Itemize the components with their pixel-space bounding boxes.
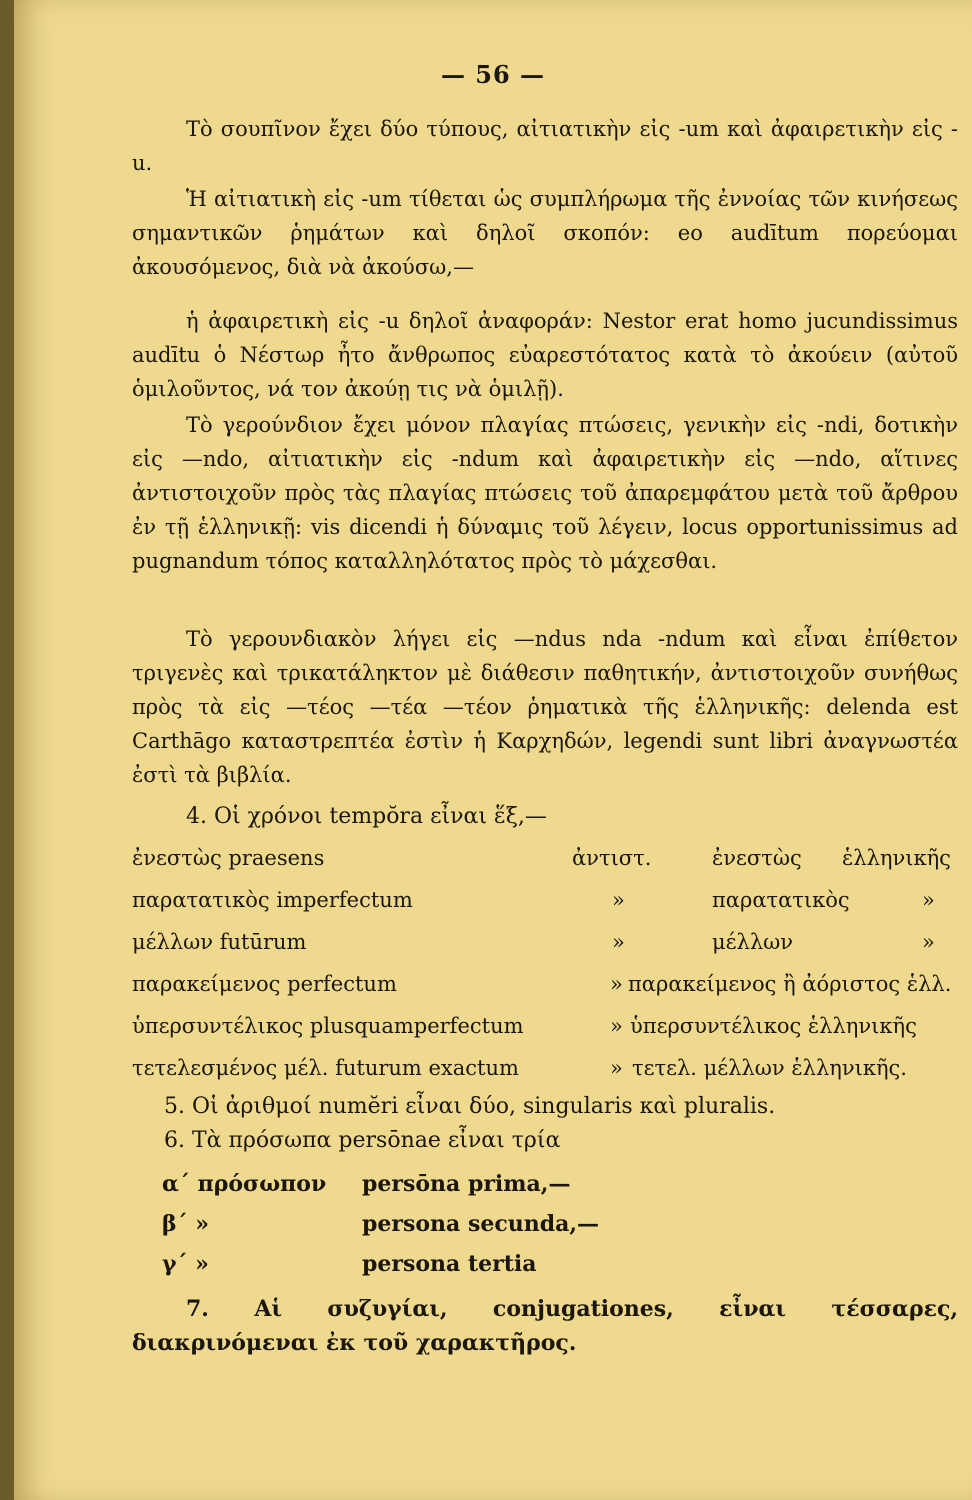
page-number: — 56 — bbox=[440, 60, 546, 89]
gerundive-paragraph: Τὸ γερουνδιακὸν λήγει εἰς —ndus nda -ndum καὶ εἶναι ἐπίθετον τριγενὲς καὶ τρικατάληκτον μὲ διάθεσιν παθητικήν, ἀντιστοιχοῦν συνήθως πρὸς τὰ εἰς —τέος —τέα —τέον ῥηματικὰ τῆς ἑλληνικῆς: delenda est Carthāgo καταστρεπτέα ἐστὶν ἡ Καρχηδών, legendi sunt libri ἀναγνωστέα ἐστὶ τὰ βιβλία. bbox=[132, 627, 958, 787]
book-page: — 56 — Τὸ σουπῖνον ἔχει δύο τύπους, αἰτιατικὴν εἰς -um καὶ ἀφαιρετικὴν εἰς -u. Ἡ αἰτιατικὴ εἰς -um τίθεται ὡς συμπλήρωμα τῆς ἐννοίας τῶν κινήσεως σημαντικῶν ῥημάτων καὶ δηλοῖ σκοπόν: eo audītum πορεύομαι ἀκουσόμενος, διὰ νὰ ἀκούσω,— ἡ ἀφαιρετικὴ εἰς -u δηλοῖ ἀναφοράν: Nestor erat homo jucundissimus audītu ὁ Νέστωρ ἦτο ἄνθρωπος εὐαρεστότατος κατὰ τὸ ἀκούειν (αὐτοῦ ὁμιλοῦντος, νά τον ἀκούῃ τις νὰ ὁμιλῇ). Τὸ γερούνδιον ἔχει μόνον πλαγίας πτώσεις, γενικὴν εἰς -ndi, δοτικὴν εἰς —ndo, αἰτιατικὴν εἰς -ndum καὶ ἀφαιρετικὴν εἰς —ndo, αἵτινες ἀντιστοιχοῦν πρὸς τὰς πλαγίας πτώσεις τοῦ ἀπαρεμφάτου μετὰ τοῦ ἄρθρου ἐν τῇ ἑλληνικῇ: vis dicendi ἡ δύναμις τοῦ λέγειν, locus opportunissimus ad pugnandum τόπος καταλληλότατος πρὸς τὸ μάχεσθαι. Τὸ γερουνδιακὸν λήγει εἰς —ndus nda -ndum καὶ εἶναι ἐπίθετον τριγενὲς καὶ τρικατάληκτον μὲ διάθεσιν παθητικήν, ἀντιστοιχοῦν συνήθως πρὸς τὰ εἰς —τέος —τέα —τέον ῥηματικὰ τῆς ἑλληνικῆς: delenda est Carthāgo καταστρεπτέα ἐστὶν ἡ Καρχηδών, legendi sunt libri ἀναγνωστέα ἐστὶ τὰ βιβλία. 4. Οἱ χρόνοι tempŏra εἶναι ἕξ,— ἐνεστὼς praesens ἀντιστ. ἐνεστὼς ἑλληνικῆς παρατατικὸς imperfectum » παρατατικὸς » μέλλων futūrum » μέλλων » παρακείμενος perfectum » παρακείμενος ἢ ἀόριστος ἑλλ. ὑπερσυντέλικος plusquamperfectum » ὑπερσυντέλικος ἑλληνικῆς τετελεσμένος μέλ. futurum exactum » τετελ. μέλλων ἑλληνικῆς. 5. Οἱ ἀριθμοί numĕri εἶναι δύο, singularis καὶ pluralis. 6. Τὰ πρόσωπα persōnae εἶναι τρία α΄ πρόσωπον persōna prima,— β΄ » persona secunda,— γ΄ » persona tertia 7. Αἱ συζυγίαι, conjugationes, εἶναι τέσσαρες, διακρινόμεναι ἐκ τοῦ χαρακτῆρος. bbox=[14, 0, 972, 1500]
tenses-heading: 4. Οἱ χρόνοι tempŏra εἶναι ἕξ,— bbox=[186, 804, 547, 829]
accusative-paragraph: Ἡ αἰτιατικὴ εἰς -um τίθεται ὡς συμπλήρωμα τῆς ἐννοίας τῶν κινήσεως σημαντικῶν ῥημάτων καὶ δηλοῖ σκοπόν: eo audītum πορεύομαι ἀκουσόμενος, διὰ νὰ ἀκούσω,— bbox=[132, 187, 958, 279]
supine-paragraph: Τὸ σουπῖνον ἔχει δύο τύπους, αἰτιατικὴν εἰς -um καὶ ἀφαιρετικὴν εἰς -u. bbox=[132, 117, 958, 175]
tense-row: παρατατικὸς imperfectum » παρατατικὸς » bbox=[132, 888, 935, 912]
tense-row: παρακείμενος perfectum » παρακείμενος ἢ ἀόριστος ἑλλ. bbox=[132, 972, 952, 996]
tense-row: μέλλων futūrum » μέλλων » bbox=[132, 930, 935, 954]
gerund-paragraph: Τὸ γερούνδιον ἔχει μόνον πλαγίας πτώσεις, γενικὴν εἰς -ndi, δοτικὴν εἰς —ndo, αἰτιατικὴν εἰς -ndum καὶ ἀφαιρετικὴν εἰς —ndo, αἵτινες ἀντιστοιχοῦν πρὸς τὰς πλαγίας πτώσεις τοῦ ἀπαρεμφάτου μετὰ τοῦ ἄρθρου ἐν τῇ ἑλληνικῇ: vis dicendi ἡ δύναμις τοῦ λέγειν, locus opportunissimus ad pugnandum τόπος καταλληλότατος πρὸς τὸ μάχεσθαι. bbox=[132, 413, 958, 573]
tense-row: ἐνεστὼς praesens ἀντιστ. ἐνεστὼς ἑλληνικῆς bbox=[132, 846, 951, 870]
ablative-paragraph: ἡ ἀφαιρετικὴ εἰς -u δηλοῖ ἀναφοράν: Nestor erat homo jucundissimus audītu ὁ Νέστωρ ἦτο ἄνθρωπος εὐαρεστότατος κατὰ τὸ ἀκούειν (αὐτοῦ ὁμιλοῦντος, νά τον ἀκούῃ τις νὰ ὁμιλῇ). bbox=[132, 309, 958, 401]
persons-line: 6. Τὰ πρόσωπα persōnae εἶναι τρία bbox=[164, 1128, 561, 1153]
conjugations-paragraph: 7. Αἱ συζυγίαι, conjugationes, εἶναι τέσσαρες, διακρινόμεναι ἐκ τοῦ χαρακτῆρος. bbox=[132, 1296, 958, 1356]
tense-row: ὑπερσυντέλικος plusquamperfectum » ὑπερσυντέλικος ἑλληνικῆς bbox=[132, 1014, 917, 1038]
tense-row: τετελεσμένος μέλ. futurum exactum » τετελ. μέλλων ἑλληνικῆς. bbox=[132, 1056, 907, 1080]
numbers-line: 5. Οἱ ἀριθμοί numĕri εἶναι δύο, singularis καὶ pluralis. bbox=[164, 1094, 776, 1119]
